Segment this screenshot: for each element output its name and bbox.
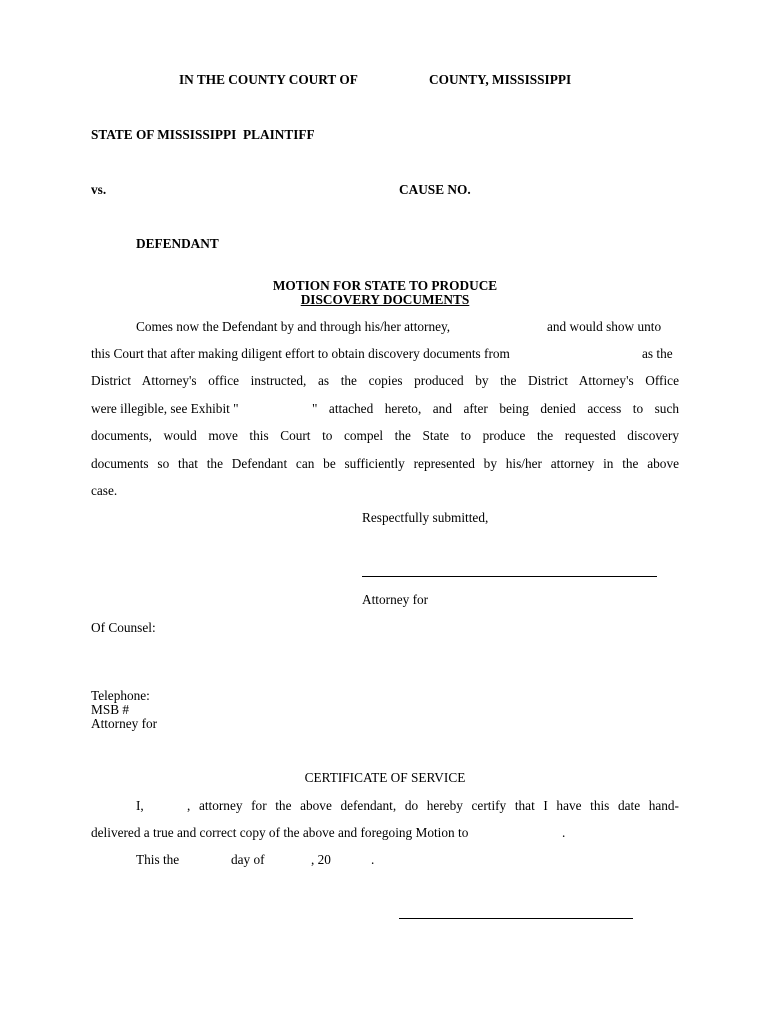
certificate-date-b: day of bbox=[231, 852, 265, 867]
court-name-suffix: COUNTY, MISSISSIPPI bbox=[429, 72, 572, 87]
telephone-label: Telephone: bbox=[91, 688, 150, 703]
body-line-2a: this Court that after making diligent effort to obtain discovery documents from bbox=[91, 346, 510, 361]
certificate-date-c: , 20 bbox=[311, 852, 331, 867]
counsel-attorney-for-label: Attorney for bbox=[91, 716, 158, 731]
certificate-date-a: This the bbox=[136, 852, 180, 867]
certificate-line-2b: . bbox=[562, 825, 566, 840]
cause-number-label: CAUSE NO. bbox=[399, 182, 471, 197]
court-name-prefix: IN THE COUNTY COURT OF bbox=[179, 72, 358, 87]
of-counsel-label: Of Counsel: bbox=[91, 620, 156, 635]
certificate-line-2a: delivered a true and correct copy of the above and foregoing Motion to bbox=[91, 825, 469, 840]
body-line-4a: were illegible, see Exhibit " bbox=[91, 401, 239, 416]
body-line-4b: " attached hereto, and after being denied access to such bbox=[312, 401, 679, 416]
plaintiff-label: STATE OF MISSISSIPPI PLAINTIFF bbox=[91, 127, 315, 142]
body-line-1b: and would show unto bbox=[547, 319, 662, 334]
respectfully-submitted: Respectfully submitted, bbox=[362, 510, 489, 525]
attorney-signature-line bbox=[362, 576, 657, 577]
motion-title: MOTION FOR STATE TO PRODUCE bbox=[272, 278, 498, 293]
certificate-signature-line bbox=[399, 918, 633, 919]
certificate-date-d: . bbox=[371, 852, 375, 867]
versus-label: vs. bbox=[91, 182, 107, 197]
defendant-label: DEFENDANT bbox=[136, 236, 219, 251]
body-line-6: documents so that the Defendant can be sufficiently represented by his/her attorney in the above bbox=[91, 456, 679, 471]
certificate-line-1b: , attorney for the above defendant, do hereby certify that I have this date hand- bbox=[187, 798, 679, 813]
attorney-for-label: Attorney for bbox=[362, 592, 429, 607]
body-line-3: District Attorney's office instructed, as the copies produced by the District Attorney's Office bbox=[91, 373, 679, 388]
body-line-7: case. bbox=[91, 483, 118, 498]
certificate-heading: CERTIFICATE OF SERVICE bbox=[304, 770, 466, 785]
certificate-line-1a: I, bbox=[136, 798, 144, 813]
motion-subtitle: DISCOVERY DOCUMENTS bbox=[300, 292, 470, 307]
body-line-5: documents, would move this Court to compel the State to produce the requested discovery bbox=[91, 428, 679, 443]
body-line-2b: as the bbox=[642, 346, 673, 361]
msb-label: MSB # bbox=[91, 702, 130, 717]
body-line-1a: Comes now the Defendant by and through his/her attorney, bbox=[136, 319, 451, 334]
